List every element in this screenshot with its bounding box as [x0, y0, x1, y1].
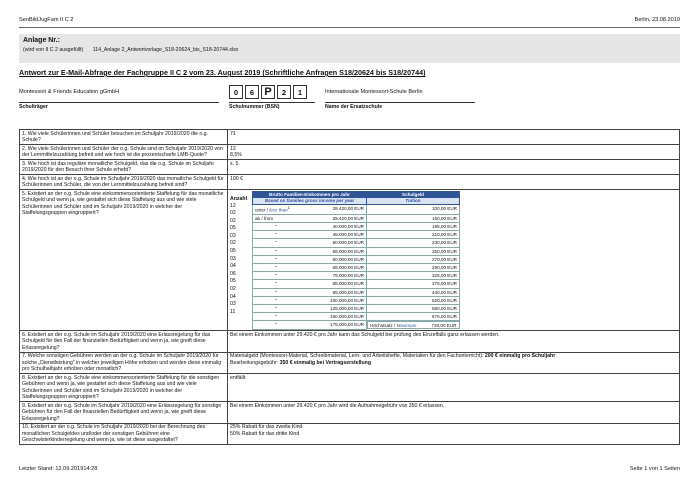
income-label-text: unter / [255, 207, 269, 213]
fee-subhead-row [253, 198, 460, 205]
bsn-digit: P [261, 85, 275, 99]
table-row [20, 190, 680, 331]
footnote-marker: 1 [287, 205, 290, 210]
answer-6: Bei einem Einkommen unter 29.420 € pro Jahr kann das Schulgeld bei prüfung des Einzelfalls ganz erlassen werden. [228, 331, 680, 353]
fee-row [253, 321, 460, 329]
answer-3: s. 5. [228, 160, 680, 175]
anzahl-value: 06 [230, 270, 236, 277]
tuition-value: 150,00 EUR [431, 215, 457, 221]
traeger-label: Schulträger [19, 102, 219, 111]
answer-7 [228, 352, 680, 374]
income-value: 150.000,00 EUR [330, 314, 364, 320]
question-7: 7. Welche sonstigen Gebühren werden an der o.g. Schule im Schuljahr 2019/2020 für solche „Dienstleistung" in welcher jeweiligen Höhe erhoben und werden diese einmalig pro Schulhalbjahr erhoben oder monatlich? [20, 352, 228, 374]
question-6: 6. Existiert an der o.g. Schule im Schuljahr 2019/2020 eine Erlassregelung für das Schulgeld für den Fall der finanziellen Bedürftigkeit und wenn ja, wie greift diese Erlassregelung? [20, 331, 228, 353]
questions-table [19, 129, 680, 445]
income-value: 100.000,00 EUR [330, 297, 364, 303]
fee-row [253, 280, 460, 288]
income-label-text: " [275, 289, 277, 295]
answer-10 [228, 423, 680, 445]
anzahl-value: 11 [230, 308, 236, 315]
max-note-en: Maximum [396, 323, 417, 329]
fee-income-cell [253, 204, 367, 214]
answer-bold: 350 € einmalig bei Vertragserstellung [279, 359, 372, 366]
header-date: Berlin, 23.08.2019 [634, 17, 680, 23]
answer-5 [228, 190, 680, 331]
tuition-value: 325,00 EUR [431, 273, 457, 279]
footer-page-count: Seite 1 von 1 Seiten [629, 466, 680, 472]
income-label [275, 321, 277, 328]
question-4: 4. Wie hoch ist an der o.g. Schule im Schuljahr 2019/2020 das monatliche Schulgeld für Schülerinnen und Schüler, die von der Lernmittelzuzahlung befreit sind? [20, 175, 228, 190]
fee-row [253, 288, 460, 296]
question-9: 9. Existiert an der o.g. Schule im Schuljahr 2019/2020 eine Erlassregelung für sonstige Gebühren für den Fall der finanziellen Bedürftigkeit und wenn ja, wie greift diese Erlassregelung? [20, 402, 228, 424]
anzahl-value: 03 [230, 232, 236, 239]
fee-row [253, 231, 460, 239]
fee-income-cell [253, 239, 367, 247]
answer-text: Bearbeitungsgebühr: [230, 359, 280, 366]
anlage-subline [23, 47, 676, 54]
fee-row [253, 304, 460, 312]
fee-row [253, 239, 460, 247]
table-row [20, 331, 680, 353]
tuition-value: 230,00 EUR [431, 240, 457, 246]
income-value: 65.000,00 EUR [332, 264, 364, 270]
fee-row [253, 296, 460, 304]
fee-income-cell [253, 263, 367, 271]
fee-head-fee: Schulgeld [367, 191, 460, 198]
bsn-digit: 2 [277, 85, 291, 99]
tuition-value: 375,00 EUR [431, 281, 457, 287]
answer-line: 25% Rabatt für das zweite Kind [230, 424, 303, 431]
fee-tuition-cell [367, 231, 460, 239]
answer-line: 8,5% [230, 152, 242, 158]
anlage-box [19, 34, 680, 63]
ersatzschule-value: Internationale Montessori-Schule Berlin [325, 89, 423, 95]
anzahl-value: 03 [230, 255, 236, 262]
table-row [20, 175, 680, 190]
fee-income-cell [253, 255, 367, 263]
fee-income-cell [253, 288, 367, 296]
income-value: 85.000,00 EUR [332, 281, 364, 287]
anzahl-value: 02 [230, 210, 236, 217]
header-rule [19, 27, 680, 28]
anzahl-value: 04 [230, 293, 236, 300]
anzahl-value: 05 [230, 278, 236, 285]
anzahl-value: 05 [230, 225, 236, 232]
fee-tuition-cell [367, 239, 460, 247]
fee-income-cell [253, 321, 367, 329]
table-row [20, 352, 680, 374]
fee-tuition-cell [367, 255, 460, 263]
fee-tuition-cell [367, 296, 460, 304]
income-label [275, 248, 277, 255]
fee-income-cell [253, 247, 367, 255]
anzahl-value: 04 [230, 263, 236, 270]
answer-8: entfällt [228, 374, 680, 402]
fee-income-cell [253, 222, 367, 230]
income-label [275, 313, 277, 320]
income-label [275, 231, 277, 238]
income-label [275, 289, 277, 296]
answer-2 [228, 145, 680, 160]
income-value: 29.420,00 EUR [332, 205, 364, 211]
traeger-value: Montessori & Friends Education gGmbH [19, 89, 120, 95]
table-row [20, 423, 680, 445]
tuition-value: 675,00 EUR [431, 314, 457, 320]
table-row [20, 402, 680, 424]
fee-row [253, 222, 460, 230]
fee-row [253, 272, 460, 280]
fee-tuition-cell [367, 204, 460, 214]
anzahl-value: 02 [230, 240, 236, 247]
tuition-value: 520,00 EUR [431, 297, 457, 303]
fee-income-cell [253, 214, 367, 222]
tuition-value: 210,00 EUR [431, 232, 457, 238]
fee-row [253, 214, 460, 222]
income-value: 60.000,00 EUR [332, 256, 364, 262]
question-10: 10. Existiert an der o.g. Schule im Schuljahr 2019/2020 bei der Berechnung des monatlichen Schulgeldes und/oder der sonstigen Gebühren eine Geschwisterkinderregelung und wenn ja, wie ist diese ausgestaltet? [20, 423, 228, 445]
fee-table [252, 191, 460, 330]
answer-4: 100 € [228, 175, 680, 190]
max-note-de: Höchstsatz [370, 323, 393, 329]
income-label [275, 239, 277, 246]
anzahl-header: Anzahl [230, 196, 248, 202]
answer-line: 12 [230, 145, 236, 152]
ersatzschule-label: Name der Ersatzschule [325, 102, 475, 111]
fee-head-row [253, 191, 460, 198]
income-value: 29.420,00 EUR [332, 215, 364, 221]
income-label-text: " [275, 232, 277, 238]
income-label [275, 256, 277, 263]
tuition-value: 440,00 EUR [431, 289, 457, 295]
fee-subhead-fee: Tuition [367, 198, 460, 205]
income-label [275, 280, 277, 287]
question-8: 8. Existiert an der o.g. Schule eine einkommensorientierte Staffelung für die sonstigen Gebühren und wenn ja, wie gestaltet sich diese Staffelung aus und wie viele Schülerinnen und Schüler sind im Schuljahr 2019/2020 in welcher der Staffelungsgruppen eingruppiert? [20, 374, 228, 402]
table-row [20, 374, 680, 402]
income-label-text: " [275, 248, 277, 254]
fee-tuition-cell [367, 288, 460, 296]
fee-row [253, 247, 460, 255]
income-label [275, 223, 277, 230]
fee-tuition-cell [367, 313, 460, 321]
question-5: 5. Existiert an der o.g. Schule eine einkommensorientierte Staffelung für das monatliche Schulgeld und wenn ja, wie gestaltet sich diese Staffelung aus und wie viele Schülerinnen und Schüler sind im Schuljahr 2019/2020 in welcher der Staffelungsgruppen eingruppiert? [20, 190, 228, 331]
answer-line [230, 360, 677, 367]
income-label-note: less than [269, 207, 288, 213]
anzahl-value: 02 [230, 286, 236, 293]
fee-wrap [230, 191, 677, 330]
income-label-text: " [275, 256, 277, 262]
fee-row [253, 255, 460, 263]
tuition-value: 270,00 EUR [431, 256, 457, 262]
income-label [275, 264, 277, 271]
income-label [275, 305, 277, 312]
question-1: 1. Wie viele Schülerinnen und Schüler besuchen im Schuljahr 2019/2020 die o.g. Schule? [20, 130, 228, 145]
footer-last-updated: Letzter Stand: 12.09.201914:28 [19, 466, 98, 472]
tuition-value: 195,00 EUR [431, 223, 457, 229]
income-value: 75.000,00 EUR [332, 273, 364, 279]
answer-text: Materialgeld (Montessori-Material, Schreibmaterial, Lern- und Arbeitshefte, Materialien für den Fachunterricht): [230, 353, 485, 360]
tuition-value: 250,00 EUR [431, 248, 457, 254]
fee-tuition-cell [367, 272, 460, 280]
max-note: Höchstsatz / Maximum [370, 323, 417, 329]
anlage-title: Anlage Nr.: [23, 37, 60, 44]
income-label-text: " [275, 305, 277, 311]
fee-income-cell [253, 272, 367, 280]
anzahl-value: 05 [230, 248, 236, 255]
tuition-value: 730,00 EUR [431, 323, 457, 329]
header-left: SenBildJugFam II C 2 [19, 17, 74, 23]
bsn-digit: 6 [245, 85, 259, 99]
tuition-value: 590,00 EUR [431, 305, 457, 311]
income-label [255, 215, 273, 222]
answer-1: 71 [228, 130, 680, 145]
income-label-text: " [275, 273, 277, 279]
income-label-text: " [275, 240, 277, 246]
bsn-boxes [229, 85, 309, 99]
anzahl-value: 03 [230, 301, 236, 308]
answer-bold: 200 € einmalig pro Schuljahr [484, 353, 556, 360]
fee-tuition-cell [367, 247, 460, 255]
fee-subhead-income: Based on families gross income per year [253, 198, 367, 205]
anlage-filename: 114_Anlage 2_Antwortvorlage_S18-20624_bis_S18-20744.xlsx [92, 46, 239, 53]
fee-income-cell [253, 304, 367, 312]
tuition-value: 290,00 EUR [431, 264, 457, 270]
income-label-text: " [275, 281, 277, 287]
table-row [20, 145, 680, 160]
income-value: 55.000,00 EUR [332, 248, 364, 254]
fee-tuition-cell [367, 304, 460, 312]
fee-row [253, 204, 460, 214]
income-label-text: " [275, 264, 277, 270]
answer-line: 50% Rabatt für das dritte Kind [230, 430, 300, 437]
income-value: 95.000,00 EUR [332, 289, 364, 295]
anlage-note: (wird von II C 2 ausgefüllt) [23, 46, 84, 53]
income-value: 175.000,00 EUR [330, 322, 364, 328]
fee-row [253, 313, 460, 321]
fee-tuition-cell [367, 222, 460, 230]
bsn-digit: 0 [229, 85, 243, 99]
table-row [20, 130, 680, 145]
anzahl-value: 02 [230, 217, 236, 224]
income-label-text: " [275, 297, 277, 303]
tuition-value: 100,00 EUR [431, 205, 457, 211]
income-label-text: " [275, 322, 277, 328]
fee-income-cell [253, 296, 367, 304]
fee-tuition-cell [367, 280, 460, 288]
question-3: 3. Wie hoch ist das reguläre monatliche Schulgeld, das die o.g. Schule im Schuljahr 2019/2020 für den Besuch ihrer Schule erhebt? [20, 160, 228, 175]
fee-tuition-cell [367, 263, 460, 271]
fee-income-cell [253, 280, 367, 288]
table-row [20, 160, 680, 175]
income-value: 125.000,00 EUR [330, 305, 364, 311]
question-2: 2. Wie viele Schülerinnen und Schüler der o.g. Schule sind im Schuljahr 2019/2020 von der Lernmittelzuzahlung befreit und wie hoch ist die prozentscharfe LMB-Quote? [20, 145, 228, 160]
answer-9: Bei einem Einkommen unter 29.420 € pro Jahr wird die Aufnahmegebühr von 350 € erlassen. [228, 402, 680, 424]
income-label-text: " [275, 314, 277, 320]
fee-income-cell [253, 231, 367, 239]
income-label-text: " [275, 223, 277, 229]
fee-income-cell [253, 313, 367, 321]
bsn-digit: 1 [293, 85, 307, 99]
income-label [255, 205, 290, 214]
fee-head-income: Brutto Familien-Einkommen pro Jahr [253, 191, 367, 198]
income-value: 50.000,00 EUR [332, 240, 364, 246]
income-label [275, 272, 277, 279]
income-label [275, 297, 277, 304]
income-label-text: ab / from [255, 215, 274, 221]
fee-row [253, 263, 460, 271]
anzahl-value: 12 [230, 202, 236, 209]
anzahl-column [230, 191, 252, 330]
school-row [19, 85, 680, 111]
fee-tuition-cell [367, 214, 460, 222]
fee-tuition-cell [367, 321, 460, 329]
bsn-label: Schulnummer (BSN) [229, 102, 315, 111]
income-value: 40.000,00 EUR [332, 223, 364, 229]
answer-title: Antwort zur E-Mail-Abfrage der Fachgruppe II C 2 vom 23. August 2019 (Schriftliche Anfragen S18/20624 bis S18/20744) [19, 68, 426, 77]
income-value: 45.000,00 EUR [332, 232, 364, 238]
